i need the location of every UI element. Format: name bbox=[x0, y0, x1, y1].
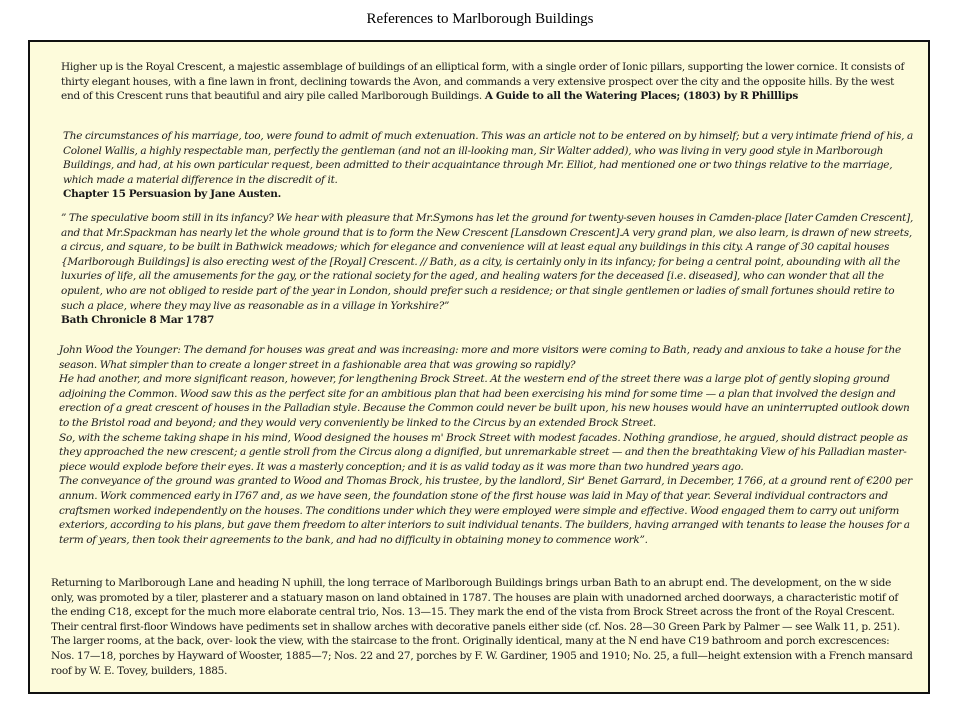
passage-marlborough-lane bbox=[51, 576, 915, 678]
passage-john-wood bbox=[59, 343, 921, 547]
passage-source: A Guide to all the Watering Places; (1803) by R Philllips bbox=[484, 90, 798, 103]
page-title: References to Marlborough Buildings bbox=[366, 11, 594, 27]
passage-persuasion bbox=[63, 129, 921, 202]
passage-source: Chapter 15 Persuasion by Jane Austen. bbox=[63, 188, 282, 201]
passage-paragraph: So, with the scheme taking shape in his mind, Wood designed the houses m' Brock Street with modest facades. Nothing grandiose, he argued, should distract people as they approached the new crescent; a gentle stroll from the Circus along a dignified, but unremarkable street — and then the breathtaking View of his Palladian master-piece would explode before their eyes. It was a masterly conception; and it is as valid today as it was more than two hundred years ago. bbox=[59, 431, 908, 473]
passage-royal-crescent bbox=[61, 60, 913, 104]
passage-paragraph: John Wood the Younger: The demand for houses was great and was increasing: more and more visitors were coming to Bath, ready and anxious to take a house for the season. What simpler than to create a longer street in a fashionable area that was growing so rapidly? bbox=[59, 344, 901, 371]
document-panel bbox=[28, 40, 930, 694]
passage-text: Returning to Marlborough Lane and heading N uphill, the long terrace of Marlborough Buildings brings urban Bath to an abrupt end. The development, on the w side only, was promoted by a tiler, plasterer and a statuary mason on land obtained in 1787. The houses are plain with unadorned arched doorways, a characteristic motif of the ending C18, except for the much more elaborate central trio, Nos. 13—15. They mark the end of the vista from Brock Street across the front of the Royal Crescent. Their central first-floor Windows have pediments set in shallow arches with decorative panels either side (cf. Nos. 28—30 Green Park by Palmer — see Walk 11, p. 251). The larger rooms, at the back, over- look the view, with the staircase to the front. Originally identical, many at the N end have C19 bathroom and porch excrescences: Nos. 17—18, porches by Hayward of Wooster, 1885—7; Nos. 22 and 27, porches by F. W. Gardiner, 1905 and 1910; No. 25, a full—height extension with a French mansard roof by W. E. Tovey, builders, 1885. bbox=[51, 577, 913, 677]
passage-text: The circumstances of his marriage, too, were found to admit of much extenuation. This was an article not to be entered on by himself; but a very intimate friend of his, a Colonel Wallis, a highly respectable man, perfectly the gentleman (and not an ill-looking man, Sir Walter added), who was living in very good style in Marlborough Buildings, and had, at his own particular request, been admitted to their acquaintance through Mr. Elliot, had mentioned one or two things relative to the marriage, which made a material difference in the discredit of it. bbox=[63, 130, 914, 186]
passage-source: Bath Chronicle 8 Mar 1787 bbox=[61, 314, 215, 327]
passage-bath-chronicle bbox=[61, 211, 919, 328]
passage-paragraph: The conveyance of the ground was granted to Wood and Thomas Brock, his trustee, by the landlord, Sir' Benet Garrard, in December, 1766, at a ground rent of €200 per annum. Work commenced early in I767 and, as we have seen, the foundation stone of the first house was laid in May of that year. Several individual contractors and craftsmen worked independently on the houses. The conditions under which they were employed were simple and effective. Wood engaged them to carry out uniform exteriors, according to his plans, but gave them freedom to alter interiors to suit individual tenants. The builders, having arranged with tenants to lease the houses for a term of years, then took their agreements to the bank, and had no difficulty in obtaining money to commence work”. bbox=[59, 475, 912, 546]
passage-text: Higher up is the Royal Crescent, a majestic assemblage of buildings of an elliptical form, with a single order of Ionic pillars, supporting the lower cornice. It consists of thirty elegant houses, with a fine lawn in front, declining towards the Avon, and commands a very extensive prospect over the city and the opposite hills. By the west end of this Crescent runs that beautiful and airy pile called Marlborough Buildings. bbox=[61, 61, 905, 103]
passage-paragraph: He had another, and more significant reason, however, for lengthening Brock Street. At the western end of the street there was a large plot of gently sloping ground adjoining the Common. Wood saw this as the perfect site for an ambitious plan that had been exercising his mind for some time — a plan that involved the design and erection of a great crescent of houses in the Palladian style. Because the Common could never be built upon, his new houses would have an uninterrupted outlook down to the Bristol road and beyond; and they would very conveniently be linked to the Circus by an extended Brock Street. bbox=[59, 373, 910, 429]
passage-text: ” The speculative boom still in its infancy? We hear with pleasure that Mr.Symons has let the ground for twenty-seven houses in Camden-place [later Camden Crescent], and that Mr.Spackman has nearly let the whole ground that is to form the New Crescent [Lansdown Crescent].A very grand plan, we also learn, is drawn of new streets, a circus, and square, to be built in Bathwick meadows; which for elegance and convenience will at least equal any buildings in this city. A range of 30 capital houses {Marlborough Buildings] is also erecting west of the [Royal] Crescent. // Bath, as a city, is certainly only in its infancy; for being a central point, abounding with all the luxuries of life, all the amusements for the gay, or the rational society for the aged, and healing waters for the deceased [i.e. diseased], who can wonder that all the opulent, who are not obliged to reside part of the year in London, should prefer such a residence; or that single gentlemen or ladies of small fortunes should retire to such a place, where they may live as reasonable as in a village in Yorkshire?” bbox=[61, 212, 914, 312]
